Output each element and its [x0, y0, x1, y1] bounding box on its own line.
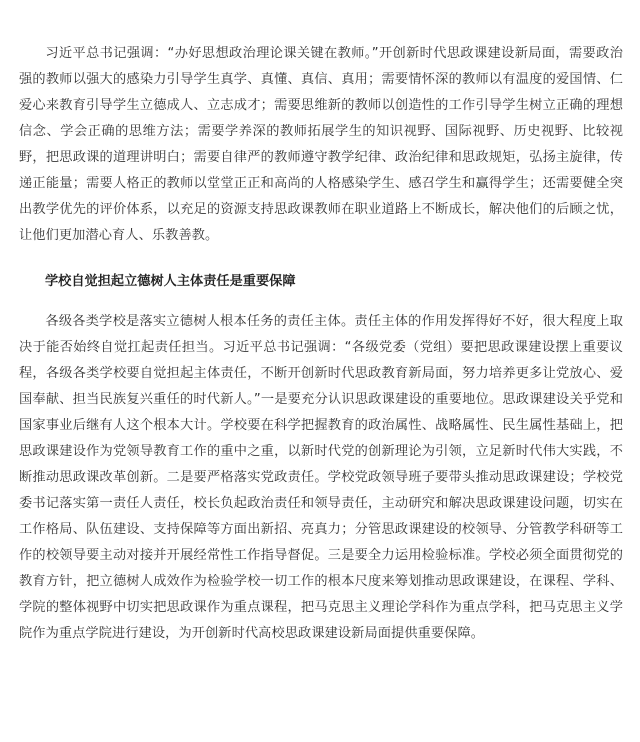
section-heading: 学校自觉担起立德树人主体责任是重要保障: [45, 274, 296, 289]
article-body: [19, 41, 623, 647]
article-paragraph-teachers: 习近平总书记强调：“办好思想政治理论课关键在教师。”开创新时代思政课建设新局面，需要政治强的教师以强大的感染力引导学生真学、真懂、真信、真用；需要情怀深的教师以有温度的爱国情、仁爱心来教育引导学生立德成人、立志成才；需要思维新的教师以创造性的工作引导学生树立正确的理想信念、学会正确的思维方法；需要学养深的教师拓展学生的知识视野、国际视野、历史视野、比较视野，把思政课的道理讲明白；需要自律严的教师遵守教学纪律、政治纪律和思政规矩，弘扬主旋律，传递正能量；需要人格正的教师以堂堂正正和高尚的人格感染学生、感召学生和赢得学生；还需要健全突出教学优先的评价体系，以充足的资源支持思政课教师在职业道路上不断成长，解决他们的后顾之忧，让他们更加潜心育人、乐教善教。: [19, 46, 623, 243]
article-paragraph-schools: 各级各类学校是落实立德树人根本任务的责任主体。责任主体的作用发挥得好不好，很大程度上取决于能否始终自觉扛起责任担当。习近平总书记强调：“各级党委（党组）要把思政课建设摆上重要议程，各级各类学校要自觉担起主体责任，不断开创新时代思政教育新局面，努力培养更多让党放心、爱国奉献、担当民族复兴重任的时代新人。”一是要充分认识思政课建设的重要地位。思政课建设关乎党和国家事业后继有人这个根本大计。学校要在科学把握教育的政治属性、战略属性、民生属性基础上，把思政课建设作为党领导教育工作的重中之重，以新时代党的创新理论为引领，立足新时代伟大实践，不断推动思政课改革创新。二是要严格落实党政责任。学校党政领导班子要带头推动思政课建设；学校党委书记落实第一责任人责任，校长负起政治责任和领导责任，主动研究和解决思政课建设问题，切实在工作格局、队伍建设、支持保障等方面出新招、亮真力；分管思政课建设的校领导、分管教学科研等工作的校领导要主动对接并开展经常性工作指导督促。三是要全力运用检验标准。学校必须全面贯彻党的教育方针，把立德树人成效作为检验学校一切工作的根本尺度来筹划推动思政课建设，在课程、学科、学院的整体视野中切实把思政课作为重点课程，把马克思主义理论学科作为重点学科，把马克思主义学院作为重点学院进行建设，为开创新时代高校思政课建设新局面提供重要保障。: [19, 314, 623, 641]
